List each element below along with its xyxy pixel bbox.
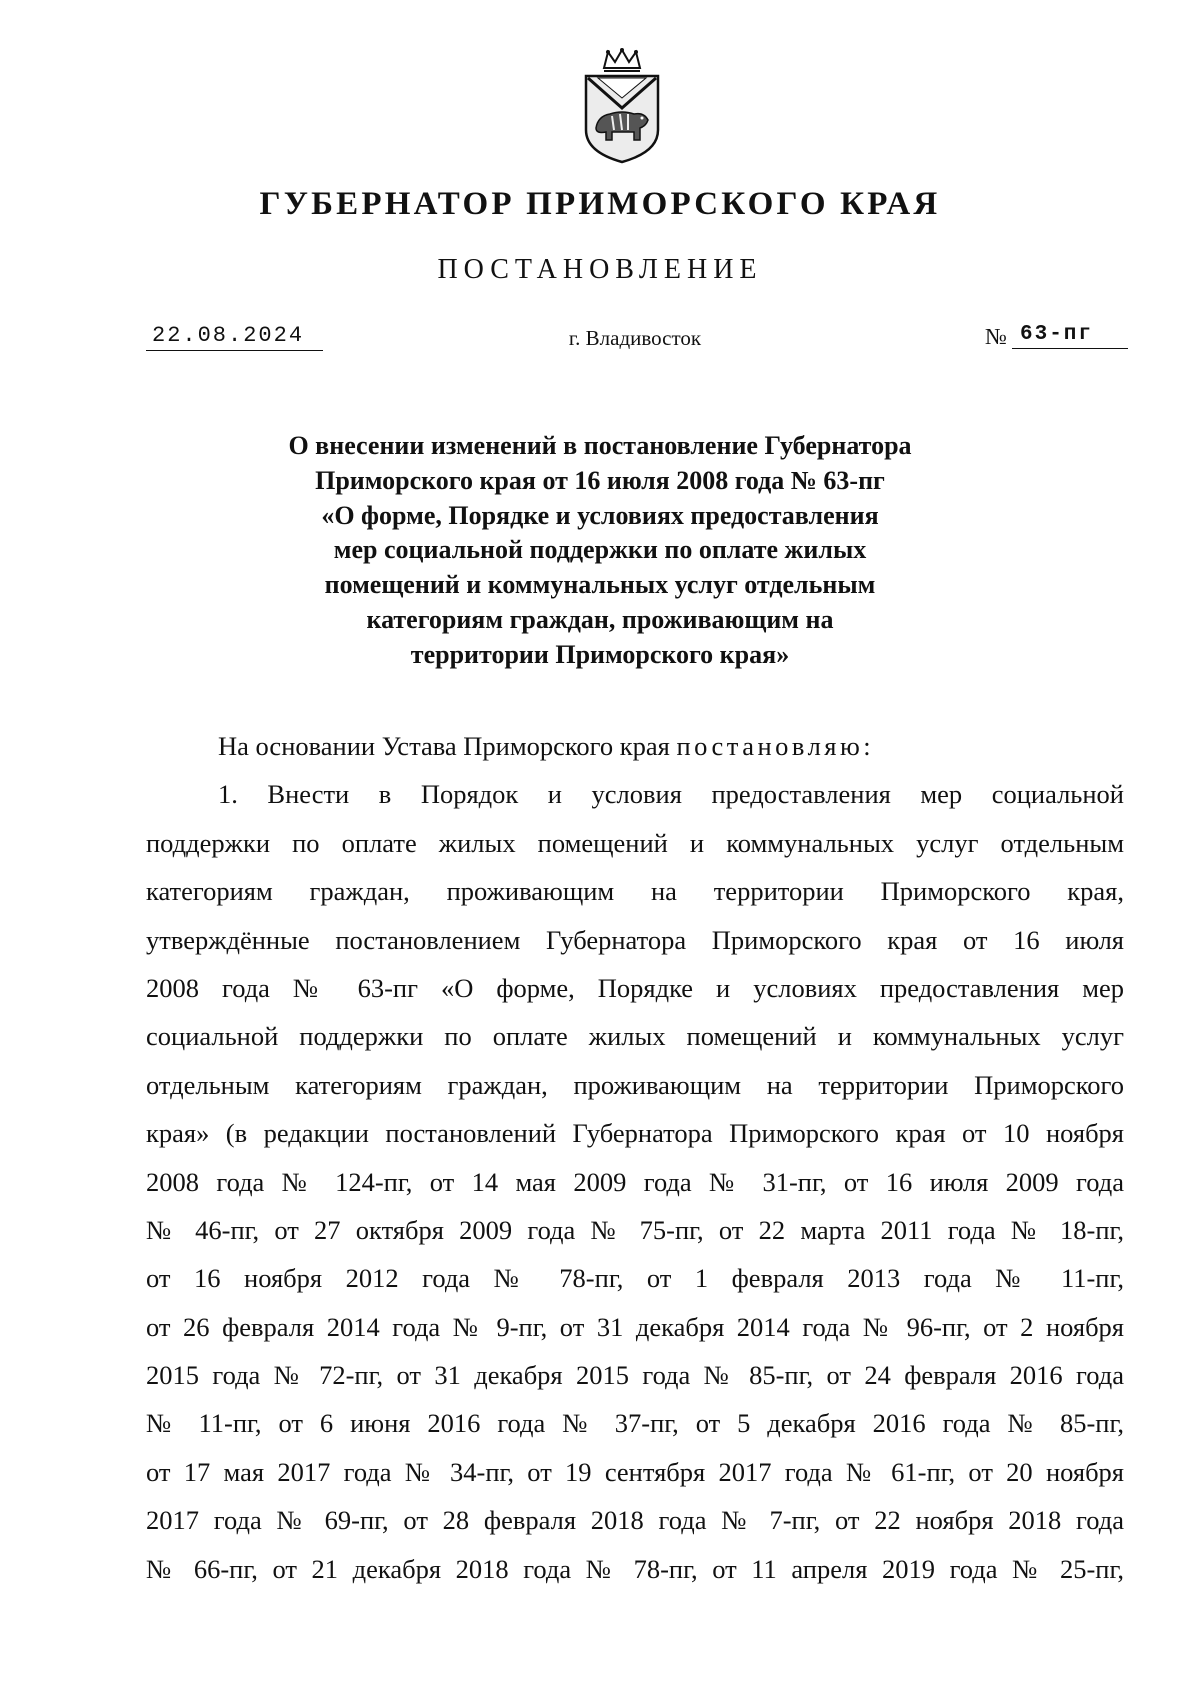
- body-line: утверждённые постановлением Губернатора Приморского края от 16 июля: [146, 924, 1124, 955]
- document-number: 63-пг: [1012, 323, 1128, 349]
- document-type: ПОСТАНОВЛЕНИЕ: [437, 254, 763, 285]
- subject-line: территории Приморского края»: [410, 639, 790, 669]
- number-sign: №: [985, 324, 1007, 349]
- body-line: поддержки по оплате жилых помещений и коммунальных услуг отдельным: [146, 827, 1124, 858]
- body-line: 2017 года № 69-пг, от 28 февраля 2018 года № 7-пг, от 22 ноября 2018 года: [146, 1505, 1124, 1536]
- document-date: 22.08.2024: [146, 323, 323, 351]
- body-line: категориям граждан, проживающим на территории Приморского края,: [146, 876, 1124, 907]
- body-line: № 11-пг, от 6 июня 2016 года № 37-пг, от 5 декабря 2016 года № 85-пг,: [146, 1408, 1124, 1439]
- body-line: № 46-пг, от 27 октября 2009 года № 75-пг, от 22 марта 2011 года № 18-пг,: [146, 1214, 1124, 1245]
- subject-line: «О форме, Порядке и условиях предоставления: [321, 500, 879, 530]
- subject-line: категориям граждан, проживающим на: [366, 604, 834, 634]
- preamble-text: На основании Устава Приморского края: [218, 731, 677, 761]
- coat-of-arms-icon: [582, 48, 662, 164]
- body-line: от 17 мая 2017 года № 34-пг, от 19 сентября 2017 года № 61-пг, от 20 ноября: [146, 1456, 1124, 1487]
- document-meta: [0, 323, 1200, 363]
- body-line: от 16 ноября 2012 года № 78-пг, от 1 февраля 2013 года № 11-пг,: [146, 1263, 1124, 1294]
- subject-line: О внесении изменений в постановление Губернатора: [288, 431, 912, 460]
- body-line: 1. Внести в Порядок и условия предоставления мер социальной: [218, 779, 1124, 810]
- organization-title: ГУБЕРНАТОР ПРИМОРСКОГО КРАЯ: [259, 186, 941, 222]
- document-city: г. Владивосток: [568, 326, 702, 350]
- body-line: № 66-пг, от 21 декабря 2018 года № 78-пг, от 11 апреля 2019 года № 25-пг,: [146, 1553, 1124, 1584]
- body-line: края» (в редакции постановлений Губернатора Приморского края от 10 ноября: [146, 1118, 1124, 1149]
- body-line: отдельным категориям граждан, проживающим на территории Приморского: [146, 1069, 1124, 1100]
- body-line: 2015 года № 72-пг, от 31 декабря 2015 года № 85-пг, от 24 февраля 2016 года: [146, 1360, 1124, 1391]
- preamble: [146, 722, 1124, 770]
- subject-line: мер социальной поддержки по оплате жилых: [333, 535, 867, 565]
- body-line: 2008 года № 124-пг, от 14 мая 2009 года № 31-пг, от 16 июля 2009 года: [146, 1166, 1124, 1197]
- document-body: [146, 722, 1124, 1593]
- body-line: 2008 года № 63-пг «О форме, Порядке и условиях предоставления мер: [146, 972, 1124, 1003]
- subject-line: Приморского края от 16 июля 2008 года № 63-пг: [315, 465, 885, 495]
- subject-line: помещений и коммунальных услуг отдельным: [324, 570, 876, 600]
- preamble-decree-word: постановляю:: [676, 731, 875, 761]
- body-line: социальной поддержки по оплате жилых помещений и коммунальных услуг: [146, 1021, 1124, 1052]
- document-subject: [180, 429, 1020, 673]
- body-line: от 26 февраля 2014 года № 9-пг, от 31 декабря 2014 года № 96-пг, от 2 ноября: [146, 1311, 1124, 1342]
